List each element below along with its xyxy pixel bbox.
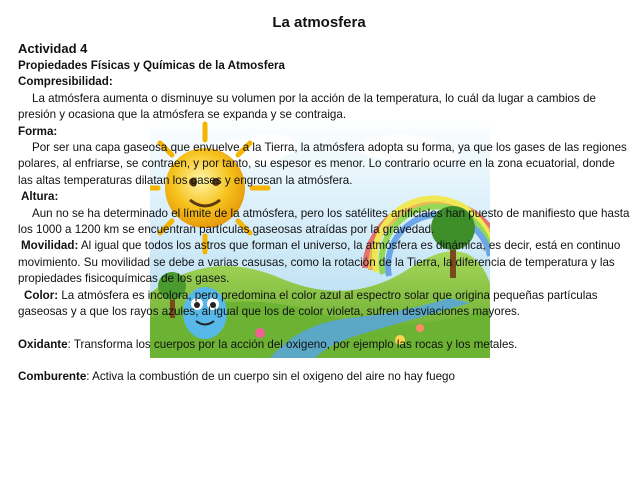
oxidante-heading: Oxidante bbox=[18, 337, 68, 351]
comburente-heading: Comburente bbox=[18, 369, 87, 383]
oxidante-paragraph: Oxidante: Transforma los cuerpos por la acción del oxigeno, por ejemplo las rocas y los metales. bbox=[18, 337, 518, 351]
forma-heading: Forma: bbox=[18, 124, 58, 138]
compresibilidad-text: La atmósfera aumenta o disminuye su volumen por la acción de la temperatura, lo cuál da lugar a cambios de presión y ocasiona que la atmósfera se expanda y se contraiga. bbox=[18, 91, 596, 122]
altura-text: Aun no se ha determinado el límite de la atmósfera, pero los satélites artificiales han puesto de manifiesto que hasta los 1000 a 1200 km se encuentran partículas gaseosas atraídas por la gravedad. bbox=[18, 206, 630, 237]
altura-heading: Altura: bbox=[21, 190, 59, 204]
compresibilidad-heading: Compresibilidad: bbox=[18, 75, 113, 89]
movilidad-paragraph: Movilidad: Al igual que todos los astros que forman el universo, la atmósfera es dinámica, es decir, está en continuo movimiento. Su movilidad se debe a varias casusas, como la rotación de la Tierra, la diferencia de temperatura y las propiedades fisicoquímicas de los gases. bbox=[18, 239, 621, 286]
document-body bbox=[18, 40, 630, 385]
comburente-paragraph: Comburente: Activa la combustión de un cuerpo sin el oxigeno del aire no hay fuego bbox=[18, 369, 455, 383]
color-heading: Color: bbox=[24, 288, 59, 302]
forma-text: Por ser una capa gaseosa que envuelve a la Tierra, la atmósfera adopta su forma, ya que los gases de las regiones polares, al enfriarse, se contraen, y por tanto, su espesor es menor. Lo contrario ocurre en la zona ecuatorial, donde las altas temperaturas dilatan los gases y engrosan la atmósfera. bbox=[18, 141, 627, 187]
page-title: La atmosfera bbox=[272, 14, 366, 31]
activity-heading: Actividad 4 bbox=[18, 41, 88, 56]
color-paragraph: Color: La atmósfera es incolora, pero predomina el color azul al espectro solar que origina pequeñas partículas gaseosas y a que los rayos azules, al igual que los de color violeta, sufren desviaciones mayores. bbox=[18, 288, 598, 319]
section-subtitle: Propiedades Físicas y Químicas de la Atmosfera bbox=[18, 59, 285, 72]
altura-heading-row bbox=[18, 189, 630, 205]
movilidad-heading: Movilidad: bbox=[21, 239, 79, 253]
